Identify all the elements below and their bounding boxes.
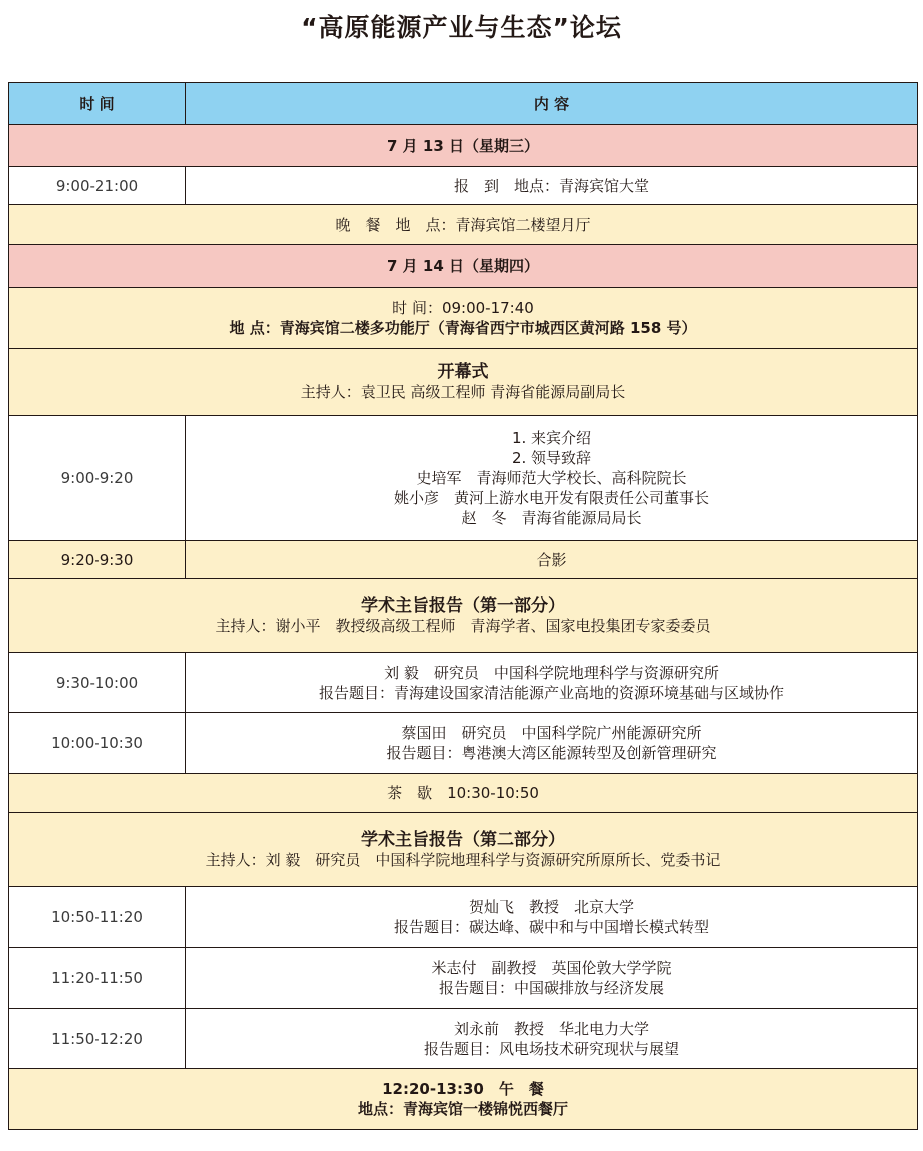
- opening-title: 开幕式: [437, 362, 489, 382]
- dinner-text: 晚 餐 地 点：青海宾馆二楼望月厅: [9, 205, 918, 245]
- talk-topic: 报告题目：风电场技术研究现状与展望: [423, 1039, 679, 1058]
- date-day1: 7 月 13 日（星期三）: [9, 125, 918, 167]
- table-row: [9, 948, 918, 1009]
- list-item: 史培军 青海师范大学校长、高科院院长: [416, 469, 687, 487]
- talk-cell: [186, 887, 918, 948]
- part2-header-cell: [9, 813, 918, 887]
- talk-time: 11:50-12:20: [9, 1009, 186, 1069]
- agenda-table: [8, 82, 918, 1130]
- lunch-row: [9, 1069, 918, 1130]
- tea-break-row: [9, 774, 918, 813]
- checkin-time: 9:00-21:00: [9, 167, 186, 205]
- opening-agenda-row: [9, 416, 918, 541]
- venue-time: 时 间：09:00-17:40: [392, 299, 534, 317]
- opening-items-cell: [186, 416, 918, 541]
- part2-header-row: [9, 813, 918, 887]
- checkin-text: 报 到 地点：青海宾馆大堂: [186, 167, 918, 205]
- talk-speaker: 米志付 副教授 英国伦敦大学学院: [431, 959, 672, 977]
- talk-topic: 报告题目：青海建设国家清洁能源产业高地的资源环境基础与区域协作: [318, 683, 784, 702]
- talk-time: 9:30-10:00: [9, 653, 186, 713]
- talk-topic: 报告题目：中国碳排放与经济发展: [438, 979, 664, 997]
- list-item: 1. 来宾介绍: [511, 429, 592, 447]
- talk-time: 10:50-11:20: [9, 887, 186, 948]
- date-row-day1: [9, 125, 918, 167]
- list-item: 姚小彦 黄河上游水电开发有限责任公司董事长: [393, 489, 709, 507]
- table-row: [9, 887, 918, 948]
- opening-cell: [9, 349, 918, 416]
- part2-title: 学术主旨报告（第二部分）: [361, 829, 565, 850]
- tea-break-text: 茶 歇 10:30-10:50: [9, 774, 918, 813]
- table-header-row: [9, 83, 918, 125]
- opening-host: 主持人：袁卫民 高级工程师 青海省能源局副局长: [300, 383, 626, 401]
- checkin-row: [9, 167, 918, 205]
- part1-header-row: [9, 579, 918, 653]
- talk-cell: [186, 713, 918, 774]
- part1-title: 学术主旨报告（第一部分）: [361, 595, 565, 616]
- photo-text: 合影: [186, 541, 918, 579]
- dinner-row: [9, 205, 918, 245]
- talk-topic: 报告题目：碳达峰、碳中和与中国增长模式转型: [393, 918, 709, 936]
- table-row: [9, 713, 918, 774]
- date-row-day2: [9, 245, 918, 288]
- talk-cell: [186, 948, 918, 1009]
- talk-speaker: 蔡国田 研究员 中国科学院广州能源研究所: [401, 724, 702, 742]
- lunch-time: 12:20-13:30 午 餐: [382, 1080, 544, 1098]
- talk-time: 11:20-11:50: [9, 948, 186, 1009]
- talk-speaker: 贺灿飞 教授 北京大学: [468, 898, 634, 916]
- talk-speaker: 刘永前 教授 华北电力大学: [453, 1019, 649, 1038]
- venue-cell: [9, 288, 918, 349]
- part1-header-cell: [9, 579, 918, 653]
- talk-topic: 报告题目：粤港澳大湾区能源转型及创新管理研究: [386, 744, 717, 762]
- list-item: 2. 领导致辞: [511, 449, 592, 467]
- part1-host: 主持人：谢小平 教授级高级工程师 青海学者、国家电投集团专家委委员: [215, 616, 711, 635]
- header-time: 时 间: [9, 83, 186, 125]
- lunch-place: 地点：青海宾馆一楼锦悦西餐厅: [357, 1100, 568, 1118]
- talk-cell: [186, 653, 918, 713]
- opening-time: 9:00-9:20: [9, 416, 186, 541]
- date-day2: 7 月 14 日（星期四）: [9, 245, 918, 288]
- opening-row: [9, 349, 918, 416]
- venue-place: 地 点：青海宾馆二楼多功能厅（青海省西宁市城西区黄河路 158 号）: [229, 319, 697, 337]
- header-content: 内 容: [186, 83, 918, 125]
- part2-host: 主持人：刘 毅 研究员 中国科学院地理科学与资源研究所原所长、党委书记: [205, 850, 721, 869]
- page-title: “高原能源产业与生态”论坛: [301, 13, 622, 42]
- lunch-cell: [9, 1069, 918, 1130]
- talk-speaker: 刘 毅 研究员 中国科学院地理科学与资源研究所: [384, 663, 719, 682]
- table-row: [9, 1009, 918, 1069]
- venue-row: [9, 288, 918, 349]
- photo-time: 9:20-9:30: [9, 541, 186, 579]
- talk-time: 10:00-10:30: [9, 713, 186, 774]
- table-row: [9, 653, 918, 713]
- photo-row: [9, 541, 918, 579]
- list-item: 赵 冬 青海省能源局局长: [461, 509, 642, 527]
- talk-cell: [186, 1009, 918, 1069]
